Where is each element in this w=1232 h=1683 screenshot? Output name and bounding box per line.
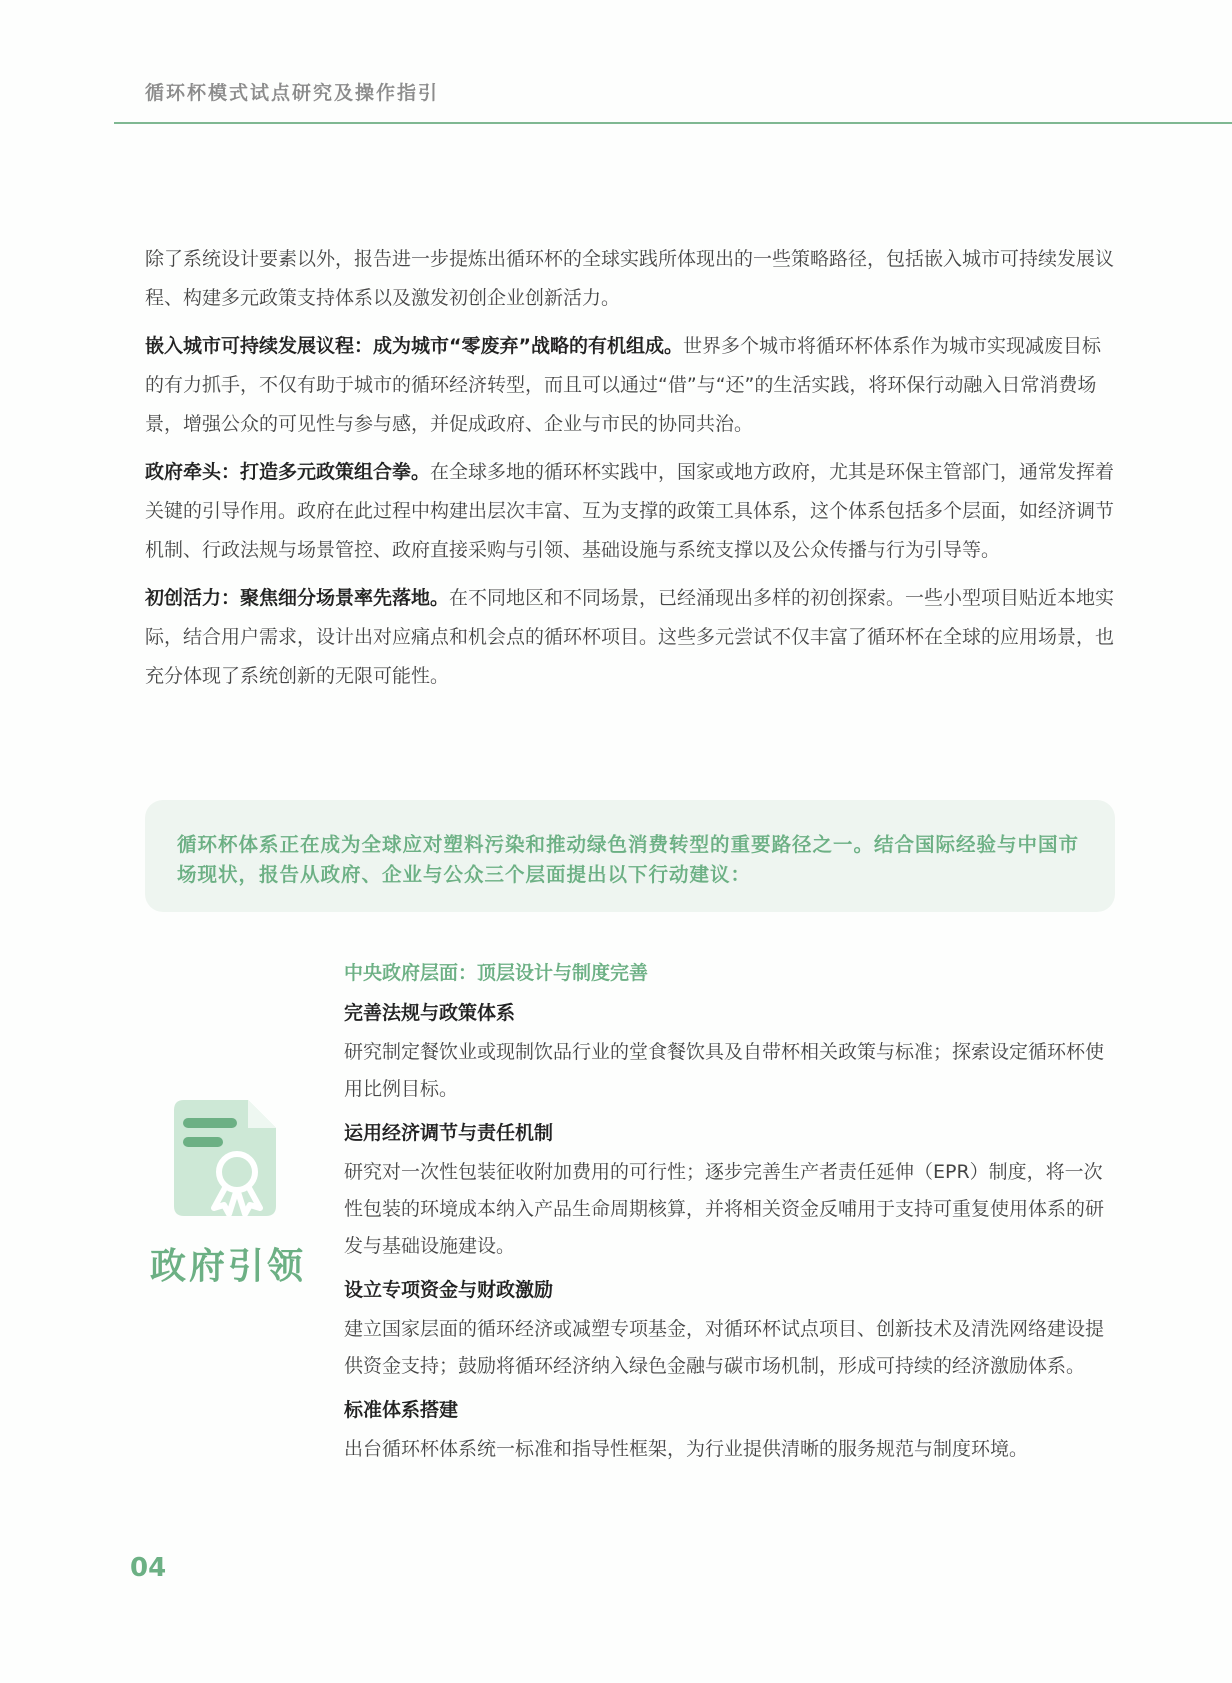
intro-paragraph [145,240,1115,318]
paragraph-text: 在全球多地的循环杯实践中，国家或地方政府，尤其是环保主管部门，通常发挥着关键的引导作用。政府在此过程中构建出层次丰富、互为支撑的政策工具体系，这个体系包括多个层面，如经济调节机制、行政法规与场景管控、政府直接采购与引领、基础设施与系统支撑以及公众传播与行为引导等。 [145,461,1115,561]
strategy-paragraph [145,453,1115,570]
measure-description: 出台循环杯体系统一标准和指导性框架，为行业提供清晰的服务规范与制度环境。 [344,1438,1029,1460]
measure-title: 设立专项资金与财政激励 [344,1279,554,1301]
strategy-paragraph [145,327,1115,444]
callout-text: 循环杯体系正在成为全球应对塑料污染和推动绿色消费转型的重要路径之一。结合国际经验与中国市场现状，报告从政府、企业与公众三个层面提出以下行动建议： [177,833,1080,886]
measure-description: 研究制定餐饮业或现制饮品行业的堂食餐饮具及自带杯相关政策与标准；探索设定循环杯使用比例目标。 [344,1041,1105,1100]
strategy-paragraph [145,579,1115,696]
paragraph-lead: 初创活力：聚焦细分场景率先落地。 [145,587,450,609]
paragraph-lead: 政府牵头：打造多元政策组合拳。 [145,461,431,483]
paragraph-lead: 嵌入城市可持续发展议程：成为城市“零废弃”战略的有机组成。 [145,335,683,357]
measures-list [344,956,1116,1476]
measure-description: 建立国家层面的循环经济或减塑专项基金，对循环杯试点项目、创新技术及清洗网络建设提供资金支持；鼓励将循环经济纳入绿色金融与碳市场机制，形成可持续的经济激励体系。 [344,1318,1105,1377]
measure-title: 完善法规与政策体系 [344,1002,516,1024]
paragraph-text: 在不同地区和不同场景，已经涌现出多样的初创探索。一些小型项目贴近本地实际，结合用户需求，设计出对应痛点和机会点的循环杯项目。这些多元尝试不仅丰富了循环杯在全球的应用场景，也充分体现了系统创新的无限可能性。 [145,587,1115,687]
section-side-title: 政府引领 [150,1246,307,1287]
header-divider [114,122,1232,124]
certificate-icon [174,1098,280,1218]
paragraph-text: 世界多个城市将循环杯体系作为城市实现减废目标的有力抓手，不仅有助于城市的循环经济转型，而且可以通过“借”与“还”的生活实践，将环保行动融入日常消费场景，增强公众的可见性与参与感，并促成政府、企业与市民的协同共治。 [145,335,1101,435]
intro-section [145,240,1115,705]
measure-title: 运用经济调节与责任机制 [344,1122,554,1144]
paragraph-text: 除了系统设计要素以外，报告进一步提炼出循环杯的全球实践所体现出的一些策略路径，包括嵌入城市可持续发展议程、构建多元政策支持体系以及激发初创企业创新活力。 [145,248,1115,309]
running-header: 循环杯模式试点研究及操作指引 [145,82,440,104]
certificate-icon-graphic [174,1098,280,1218]
level-title: 中央政府层面：顶层设计与制度完善 [344,962,649,984]
callout-box [145,800,1115,912]
measure-title: 标准体系搭建 [344,1399,459,1421]
page-number: 04 [130,1553,167,1583]
measure-description: 研究对一次性包装征收附加费用的可行性；逐步完善生产者责任延伸（EPR）制度，将一次性包装的环境成本纳入产品生命周期核算，并将相关资金反哺用于支持可重复使用体系的研发与基础设施建设。 [344,1161,1105,1257]
